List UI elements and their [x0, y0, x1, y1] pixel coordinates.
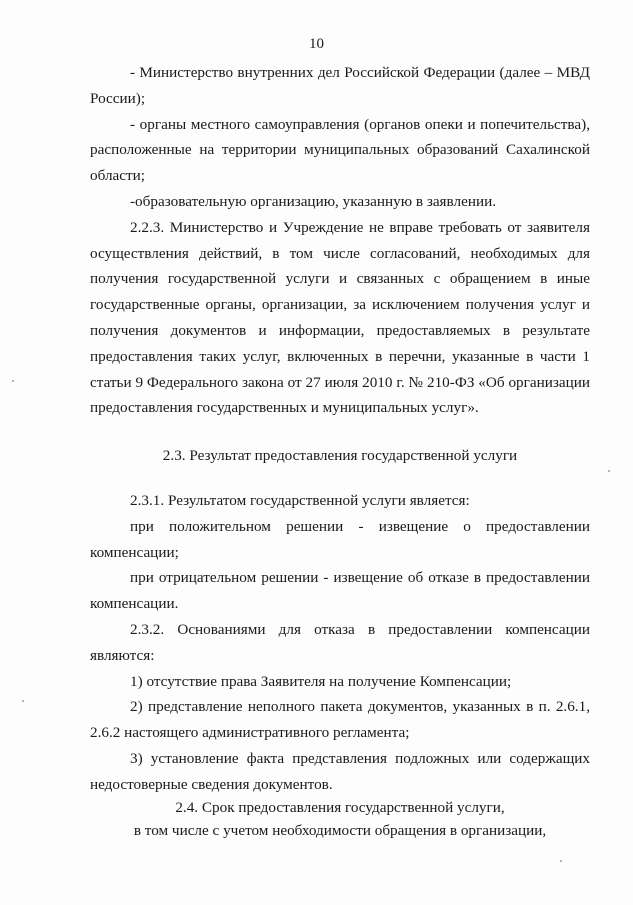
section-heading-2-3: 2.3. Результат предоставления государственной услуги: [162, 447, 518, 464]
text-block-1: [90, 60, 590, 421]
paragraph-positive-decision: при положительном решении - извещение о предоставлении компенсации;: [90, 517, 590, 561]
text-block-2: [90, 488, 590, 798]
scan-speck: [22, 700, 24, 702]
paragraph-local-government: - органы местного самоуправления (органов опеки и попечительства), расположенные на территории муниципальных образований Сахалинской области;: [90, 115, 590, 185]
paragraph-2-3-1: 2.3.1. Результатом государственной услуги является:: [130, 492, 470, 509]
scan-speck: [560, 860, 562, 862]
scan-speck: [12, 380, 14, 382]
paragraph-2-3-2: 2.3.2. Основаниями для отказа в предоставлении компенсации являются:: [90, 620, 590, 664]
paragraph-educational-organization: -образовательную организацию, указанную в заявлении.: [130, 192, 497, 210]
page-number: 10: [309, 36, 324, 52]
section-heading-2-4-line-2: в том числе с учетом необходимости обращения в организации,: [133, 822, 547, 839]
list-item-refusal-1: 1) отсутствие права Заявителя на получение Компенсации;: [130, 672, 512, 690]
scan-speck: [608, 470, 610, 472]
list-item-refusal-2: 2) представление неполного пакета документов, указанных в п. 2.6.1, 2.6.2 настоящего административного регламента;: [90, 698, 590, 742]
list-item-refusal-3: 3) установление факта представления подложных или содержащих недостоверные сведения документов.: [90, 749, 590, 793]
paragraph-2-2-3: 2.2.3. Министерство и Учреждение не вправе требовать от заявителя осуществления действий, в том числе согласований, необходимых для получения государственной услуги и связанных с обращением в иные государственные органы, организации, за исключением получения услуг и получения документов и информации, предоставляемых в результате предоставления таких услуг, включенных в перечни, указанные в части 1 статьи 9 Федерального закона от 27 июля 2010 г. № 210-ФЗ «Об организации предоставления государственных и муниципальных услуг».: [90, 218, 590, 417]
paragraph-mvd: - Министерство внутренних дел Российской Федерации (далее – МВД России);: [90, 64, 590, 107]
paragraph-negative-decision: при отрицательном решении - извещение об отказе в предоставлении компенсации.: [90, 569, 590, 613]
section-heading-2-4-line-1: 2.4. Срок предоставления государственной услуги,: [175, 799, 505, 816]
